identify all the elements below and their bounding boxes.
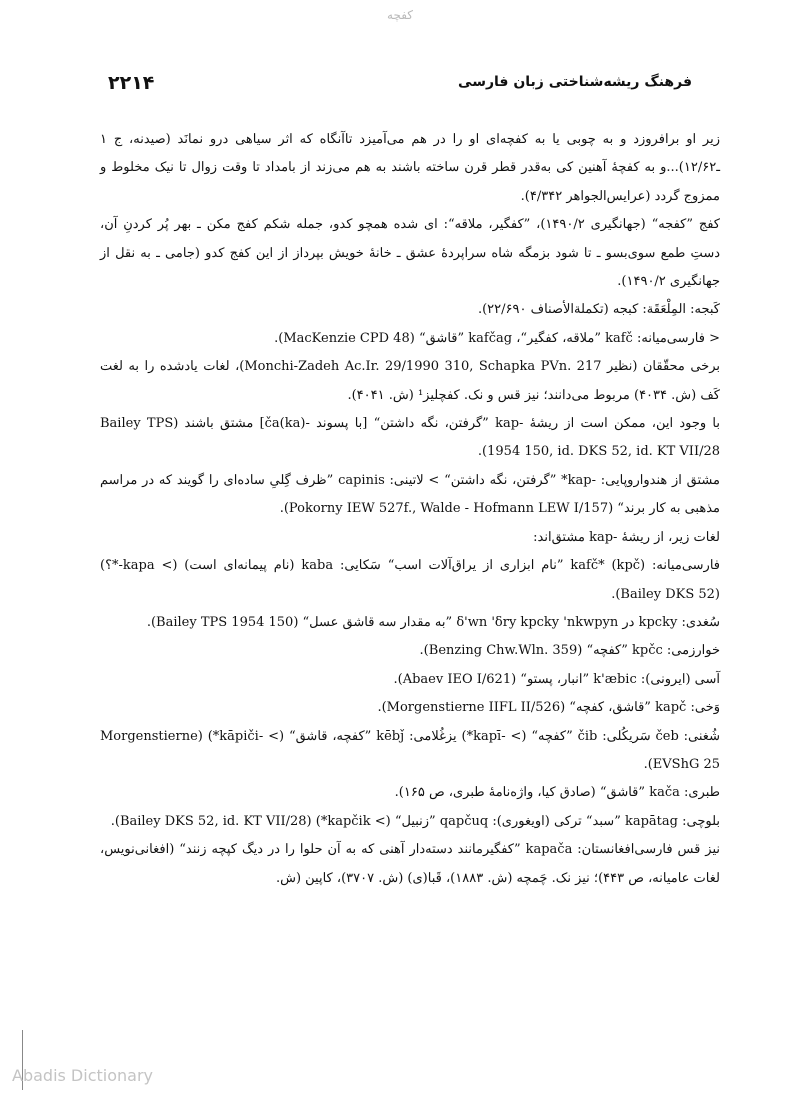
book-title: فرهنگ ریشه‌شناختی زبان فارسی xyxy=(458,74,692,90)
paragraph-middle-persian-kafc: فارسی‌میانه: kafč* (kpč) ”نام ابزاری از یراق‌آلات اسب“ سَکایی: kaba (نام پیمانه‌ای است) (> kapa-*؟) (Bailey DKS 52). xyxy=(100,558,720,602)
page-number: ۲۲۱۴ xyxy=(108,72,155,94)
paragraph-tabari: طبری: kača ”قاشق“ (صادق کیا، واژه‌نامهٔ طبری، ص ۱۶۵). xyxy=(394,785,720,801)
paragraph-quote-saydana: زیر او برافروزد و به چوبی یا به کفچه‌ای او را در هم می‌آمیزد تاآنگاه که اثر سیاهی درو نمانَد (صیدنه، ج ۱ ـ۱۲/۶۲)...و به کفچهٔ آهنین کی به‌قدر قطر قرن ساخته باشند به هم می‌زند از بامداد تا وقت زوال تا نیک مخلوط و ممزوج گردد (عرایس‌الجواهر ۴/۳۴۲). xyxy=(100,132,720,204)
paragraph-khwarezmian: خوارزمی: kpčc ”کفچه“ (Benzing Chw.Wln. 359). xyxy=(419,643,720,659)
page-header xyxy=(108,72,692,98)
paragraph-wakhi: وَخی: kapč ”قاشق، کفچه“ (Morgenstierne IIFL II/526). xyxy=(377,700,720,716)
paragraph-kabja: کَبجه: المِلْعَقَة: کبجه (تکملة‌الأصناف ۲۲/۶۹۰). xyxy=(477,302,720,318)
paragraph-afghan-persian: نیز قس فارسی‌افغانستان: kapača ”کفگیرمانند دسته‌دار آهنی که به آن حلوا را در دیگ کپچه زنند“ (افغانی‌نویس، لغات عامیانه، ص ۴۴۳)؛ نیز نک. چَمچه (ش. ۱۸۸۳)، قَبا(ی) (ش. ۳۷۰۷)، کاپین (ش. xyxy=(100,842,720,886)
paragraph-shughni: شُغنی: čeb سَریکُلی: čib ”کفچه“ (> -kapī*) یزغُلامی: kēbǰ ”کفچه، قاشق“ (> -kāpiči*) (Morgenstierne EVShG 25). xyxy=(100,728,720,772)
paragraph-ossetic: آسی (ایرونی): k'æbic ”انبار، پستو“ (Abaev IEO I/621). xyxy=(393,671,720,687)
paragraph-sogdian: سُغدی: kpcky در δ'wn 'δry kpcky 'nkwpyn ”به مقدار سه قاشق عسل“ (Bailey TPS 1954 150). xyxy=(146,614,720,630)
paragraph-middle-persian: < فارسی‌میانه: kafč ”ملاقه، کفگیر“، kafčag ”قاشق“ (MacKenzie CPD 48). xyxy=(274,330,720,346)
paragraph-root-kap: با وجود این، ممکن است از ریشهٔ -kap ”گرفتن، نگه داشتن“ [با پسوند -ča(ka)] مشتق باشند (Bailey TPS 1954 150, id. DKS 52, id. KT VII/28). xyxy=(100,416,720,460)
paragraph-scholars: برخی محقّقان (نظیر Monchi-Zadeh Ac.Ir. 29/1990 310, Schapka PVn. 217)، لغات یادشده را به لغت کَف (ش. ۴۰۳۴) مربوط می‌دانند؛ نیز قس و نک. کفچلیز¹ (ش. ۴۰۴۱). xyxy=(100,359,720,403)
watermark: Abadis Dictionary xyxy=(12,1066,153,1085)
paragraph-derived-words-intro: لغات زیر، از ریشهٔ -kap مشتق‌اند: xyxy=(533,529,720,545)
paragraph-balochi: بلوچی: kapātag ”سبد“ ترکی (اویغوری): qapčuq ”زنبیل“ (> kapčik*) (Bailey DKS 52, id. KT VII/28). xyxy=(110,813,720,829)
entry-body xyxy=(100,126,720,893)
paragraph-indo-european: مشتق از هندواروپایی: -kap* ”گرفتن، نگه داشتن“ > لاتینی: capinis ”ظرف گِلیِ ساده‌ای را گویند که در مراسم مذهبی به کار برند“ (Pokorny IEW 527f., Walde - Hofmann LEW I/157). xyxy=(100,472,720,517)
paragraph-kafj: کفج ”کفجه“ (جهانگیری ۱۴۹۰/۲)، ”کفگیر، ملاقه“: ای شده همچو کدو، جمله شکم کفج مکن ـ بهر پُر کردنِ آن، دستِ طمع سوی‌بسو ـ تا شود بزمگه شاه سراپردهٔ عشق ـ خانهٔ خویش بپرداز از این کفج کدو (جامی ـ به نقل از جهانگیری ۱۴۹۰/۲). xyxy=(100,217,720,290)
site-title: کفچه xyxy=(387,8,413,22)
